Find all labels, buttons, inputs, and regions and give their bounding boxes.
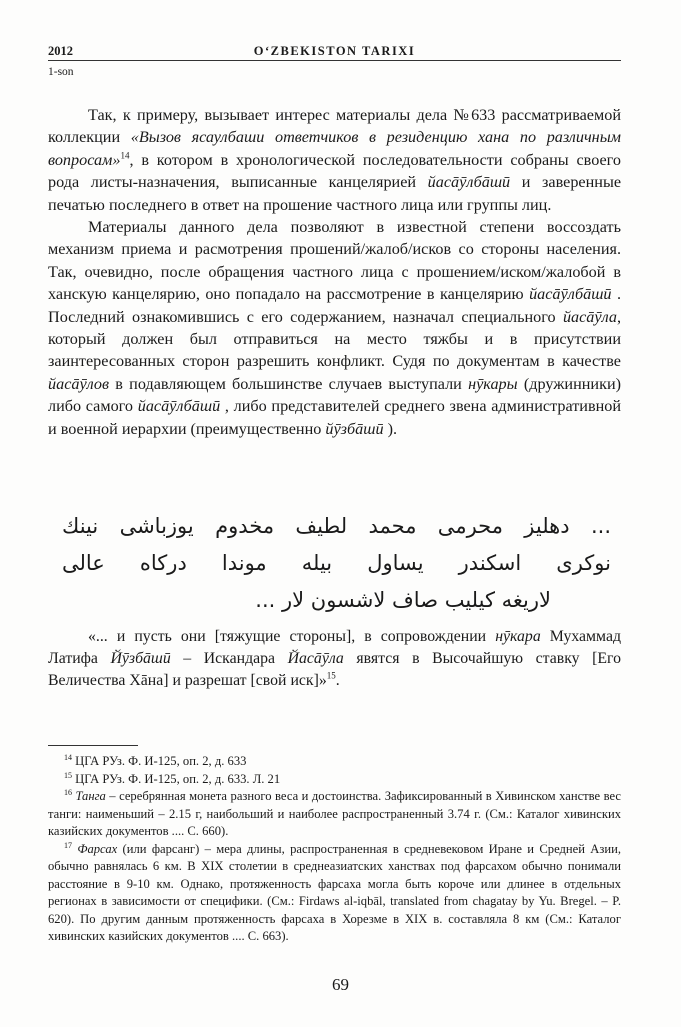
arabic-line-2: نوكرى اسكندر يساول بيله موندا دركاه عالى — [62, 551, 611, 575]
footnote-rule — [48, 745, 138, 746]
italic-run: нӯкары — [468, 374, 518, 393]
footnote-text: ЦГА РУз. Ф. И-125, оп. 2, д. 633 — [75, 754, 247, 768]
text-run: , в котором в хронологической последовательности собраны своего рода листы-назначения, выписанные канцелярией — [48, 150, 621, 192]
main-text — [48, 104, 621, 440]
footnote-ref: 14 — [120, 150, 130, 161]
italic-run: Йӯзбāшӣ — [110, 650, 171, 667]
footnote-ref: 15 — [326, 670, 336, 681]
paragraph-2 — [48, 216, 621, 440]
italic-run: Йасāӯла — [287, 650, 344, 667]
footnote-term: Танга — [75, 789, 106, 803]
paragraph-1 — [48, 104, 621, 216]
footnote-text: (или фарсанг) – мера длины, распространенная в средневековом Иране и Средней Азии, обычно равнялась 6 км. В XIX столетии в среднеазиатских ханствах под фарсахом обычно понимали расстояние в 9-10 км. Однако, протяженность фарсаха могла быть короче или длинее в отдельных регионах в зависимости от специфики. (См.: Firdaws al-iqbāl, translated from chagatay by Yu. Bregel. – P. 620). По другим данным протяженность фарсаха в Хорезме в XIX в. составляла 8 км (См.: Каталог хивинских казийских документов .... С. 663). — [48, 841, 621, 943]
translation-paragraph — [48, 626, 621, 692]
text-run: Материалы данного дела позволяют в известной степени воссоздать механизм приема и расмотрения прошений/жалоб/исков со стороны населения. Так, очевидно, после обращения частного лица с прошением/иском/жалобой в ханскую канцелярию, оно попадало на расcмотрение в канцелярию — [48, 218, 621, 304]
footnote-number: 16 — [64, 787, 72, 797]
italic-run: нӯкара — [495, 628, 541, 645]
italic-run: йасāӯлбāшӣ — [137, 397, 221, 416]
text-run: явятся в Высочайшую ставку [Его Величества Хāна] и разрешат [свой иск]» — [48, 650, 621, 689]
text-run: (дружинники) либо самого — [48, 374, 621, 416]
footnote-number: 14 — [64, 752, 72, 762]
italic-run: йасāӯлбāшӣ — [529, 285, 612, 304]
italic-run: «Вызов ясаулбаши ответчиков в резиденцию хана по различным вопросам» — [48, 128, 621, 169]
issue-number: 1-son — [48, 66, 74, 78]
italic-run: йасāӯлбāшӣ — [427, 173, 511, 192]
italic-run: йӯзбāшӣ — [325, 419, 384, 438]
italic-run: йасāӯла — [562, 307, 617, 326]
footnote-text: – серебрянная монета разного веса и достоинства. Зафиксированный в Хивинском ханстве вес танги: наименьший – 2.15 г, наибольший и наиболее распространенный 3.74 г. (См.: Каталог хивинских казийских документов .... С. 660). — [48, 789, 621, 838]
arabic-line-1: ... دهليز محرمى محمد لطيف مخدوم يوزباشى نينك — [62, 514, 611, 538]
footnote-text: ЦГА РУз. Ф. И-125, оп. 2, д. 633. Л. 21 — [75, 771, 281, 786]
footnote-number: 15 — [64, 770, 72, 780]
text-run: , либо представителей среднего звена административной и военной иерархии (преимущественно — [48, 397, 622, 438]
page-number: 69 — [332, 975, 349, 994]
header-year: 2012 — [48, 44, 73, 58]
footnote-14 — [48, 753, 621, 771]
text-run: в подавляющем большинстве случаев выступали — [109, 374, 469, 393]
text-run: Мухаммад Латифа — [48, 628, 621, 667]
text-run: – Искандара — [170, 650, 288, 667]
arabic-line-3: لاريغه كيليب صاف لاشسون لار ... — [255, 588, 551, 612]
italic-run: йасāӯлов — [48, 374, 110, 393]
footnote-term: Фарсах — [77, 841, 118, 856]
running-header — [48, 44, 621, 60]
text-run: . Последний ознакомившись с его содержанием, назначал специального — [48, 285, 622, 326]
quote-translation — [48, 626, 621, 692]
footnote-17 — [48, 841, 621, 946]
journal-title: O‘ZBEKISTON TARIXI — [253, 44, 416, 58]
text-run: Так, к примеру, вызывает интерес материалы дела №633 рассматриваемой коллекции — [48, 106, 621, 147]
text-run: , который должен был отправиться на место тяжбы и в присутствии заинтересованных сторон разрешить конфликт. Судя по документам в качестве — [48, 307, 621, 371]
text-run: и заверенные печатью последнего в ответ на прошение частного лица или группы лиц. — [48, 173, 621, 214]
text-run: . — [335, 672, 340, 689]
header-rule — [48, 60, 621, 61]
footnote-15 — [48, 771, 621, 789]
arabic-quote — [62, 508, 611, 619]
text-run: ). — [383, 419, 398, 438]
text-run: «... и пусть они [тяжущие стороны], в сопровождении — [88, 628, 496, 645]
footnote-16 — [48, 788, 621, 841]
footnote-number: 17 — [64, 840, 72, 850]
footnotes — [48, 753, 621, 946]
